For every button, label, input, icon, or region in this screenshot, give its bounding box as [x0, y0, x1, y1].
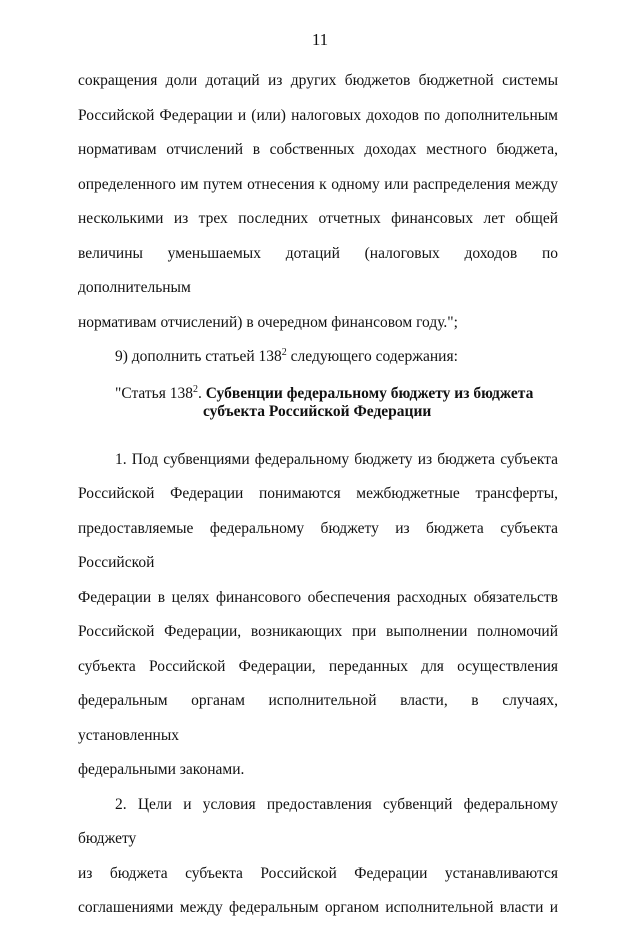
text-line: Российской Федерации и (или) налоговых доходов по дополнительным: [78, 106, 558, 124]
text-line: предоставляемые федеральному бюджету из бюджета субъекта Российской: [78, 519, 558, 571]
text-line: сокращения доли дотаций из других бюджетов бюджетной системы: [78, 72, 558, 89]
text-line: величины уменьшаемых дотаций (налоговых доходов по дополнительным: [78, 244, 558, 296]
article-title-line2: субъекта Российской Федерации: [203, 402, 432, 420]
article-title-line1: Субвенции федеральному бюджету из бюджета: [205, 384, 534, 402]
text-line: федеральным органам исполнительной власти, в случаях, установленных: [78, 692, 558, 744]
amendment-item-9-text: 9) дополнить статьей 138: [115, 348, 282, 365]
text-line: Российской Федерации, возникающих при выполнении полномочий: [78, 623, 558, 640]
text-line: нормативам отчислений в собственных доходах местного бюджета,: [78, 141, 558, 158]
amendment-item-9: [78, 340, 558, 375]
text-line: из бюджета субъекта Российской Федерации устанавливаются: [78, 864, 558, 882]
text-line: соглашениями между федеральным органом исполнительной власти и: [78, 899, 558, 916]
text-line: субъекта Российской Федерации, переданных для осуществления: [78, 657, 558, 675]
amendment-item-9-tail: следующего содержания:: [286, 348, 458, 365]
text-line: Российской Федерации понимаются межбюджетные трансферты,: [78, 485, 558, 502]
text-line: нормативам отчислений) в очередном финансовом году.";: [78, 313, 458, 331]
text-line: 1. Под субвенциями федеральному бюджету из бюджета субъекта: [115, 450, 558, 468]
document-body: [78, 64, 558, 926]
superscript: 2: [193, 383, 198, 395]
text-line: Федерации в целях финансового обеспечения расходных обязательств: [78, 588, 558, 606]
text-line: федеральными законами.: [78, 761, 245, 778]
page-number: 11: [311, 30, 329, 49]
paragraph-continuation: [78, 64, 558, 340]
superscript: 2: [281, 346, 287, 358]
article-prefix: "Статья 138: [115, 384, 193, 402]
article-prefix-end: .: [198, 384, 206, 402]
text-line: несколькими из трех последних отчетных финансовых лет общей: [78, 210, 558, 227]
text-line: определенного им путем отнесения к одному или распределения между: [78, 175, 558, 193]
text-line: 2. Цели и условия предоставления субвенций федеральному бюджету: [78, 795, 558, 847]
article-point-1: [78, 443, 558, 788]
article-heading: [78, 385, 558, 421]
